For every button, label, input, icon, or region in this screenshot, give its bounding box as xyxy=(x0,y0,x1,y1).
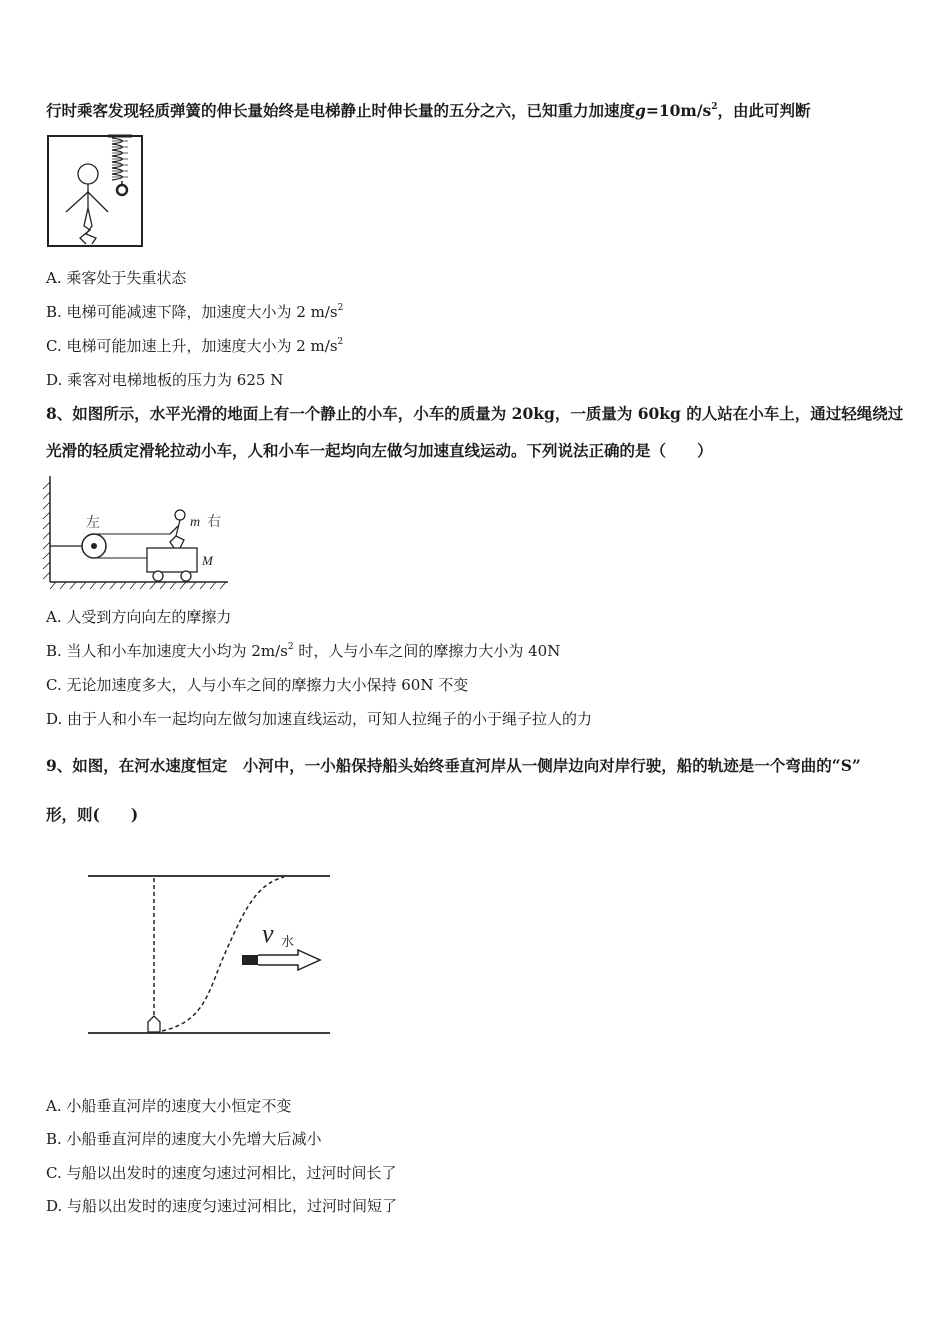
q7-intro-text: 行时乘客发现轻质弹簧的伸长量始终是电梯静止时伸长量的五分之六，已知重力加速度 xyxy=(46,101,636,120)
label-M: M xyxy=(202,553,213,568)
q8-pulley-figure xyxy=(40,474,240,592)
q9-option-c: C. 与船以出发时的速度匀速过河相比，过河时间长了 xyxy=(46,1164,397,1182)
cart-wheel-right xyxy=(181,571,191,581)
q8-option-c: C. 无论加速度多大，人与小车之间的摩擦力大小保持 60N 不变 xyxy=(46,676,469,694)
q8-option-a: A. 人受到方向向左的摩擦力 xyxy=(46,608,232,626)
q7-option-b-sup: 2 xyxy=(337,303,344,313)
q7-option-c xyxy=(46,336,343,356)
cart-wheel-left xyxy=(153,571,163,581)
q9-stem-line2: 形，则( ) xyxy=(46,805,139,824)
q9-river-figure xyxy=(86,866,336,1042)
water-velocity-arrow xyxy=(258,950,320,970)
q8-option-b-sup: 2 xyxy=(287,642,294,652)
q7-option-a: A. 乘客处于失重状态 xyxy=(46,269,187,287)
ground-hatching xyxy=(50,582,226,589)
velocity-subscript: 水 xyxy=(281,935,295,950)
q8-stem-line1: 8、如图所示，水平光滑的地面上有一个静止的小车，小车的质量为 20kg，一质量为 60kg 的人站在小车上，通过轻绳绕过 xyxy=(46,404,904,423)
label-right: 右 xyxy=(207,515,221,530)
q8-stem-line2: 光滑的轻质定滑轮拉动小车，人和小车一起均向左做匀加速直线运动。下列说法正确的是（ ） xyxy=(46,441,713,460)
q8-option-b-post: 时，人与小车之间的摩擦力大小为 40N xyxy=(293,642,561,660)
q7-g-sup: 2 xyxy=(711,102,718,112)
velocity-symbol: v xyxy=(262,919,274,948)
q7-option-c-text: C. 电梯可能加速上升，加速度大小为 2 m/s xyxy=(46,337,338,355)
s-trajectory xyxy=(162,877,284,1031)
q7-option-c-sup: 2 xyxy=(337,337,344,347)
q7-option-b xyxy=(46,302,343,322)
q8-option-b xyxy=(46,641,560,661)
q8-option-d: D. 由于人和小车一起均向左做匀加速直线运动，可知人拉绳子的小于绳子拉人的力 xyxy=(46,710,593,728)
q9-option-a: A. 小船垂直河岸的速度大小恒定不变 xyxy=(46,1097,292,1115)
q7-intro-line xyxy=(46,101,811,121)
q8-option-b-pre: B. 当人和小车加速度大小均为 2m/s xyxy=(46,642,288,660)
boat xyxy=(148,1016,160,1032)
q9-option-b: B. 小船垂直河岸的速度大小先增大后减小 xyxy=(46,1130,322,1148)
wall-hatching xyxy=(43,482,50,579)
arrow-tail xyxy=(242,955,258,965)
q7-option-b-text: B. 电梯可能减速下降，加速度大小为 2 m/s xyxy=(46,303,338,321)
q7-option-d: D. 乘客对电梯地板的压力为 625 N xyxy=(46,371,284,389)
label-left: 左 xyxy=(86,516,100,531)
q9-option-d: D. 与船以出发时的速度匀速过河相比，过河时间短了 xyxy=(46,1197,398,1215)
person-on-cart xyxy=(170,510,185,548)
q7-g-symbol: g xyxy=(635,101,646,120)
q7-intro-tail: ，由此可判断 xyxy=(717,101,811,120)
q9-stem-line1: 9、如图，在河水速度恒定 小河中，一小船保持船头始终垂直河岸从一侧岸边向对岸行驶，船的轨迹是一个弯曲的“S” xyxy=(46,756,861,775)
q7-g-value: =10m/s xyxy=(645,101,712,120)
label-m: m xyxy=(190,515,201,530)
cart-body xyxy=(147,548,197,572)
q7-elevator-figure xyxy=(46,134,144,248)
